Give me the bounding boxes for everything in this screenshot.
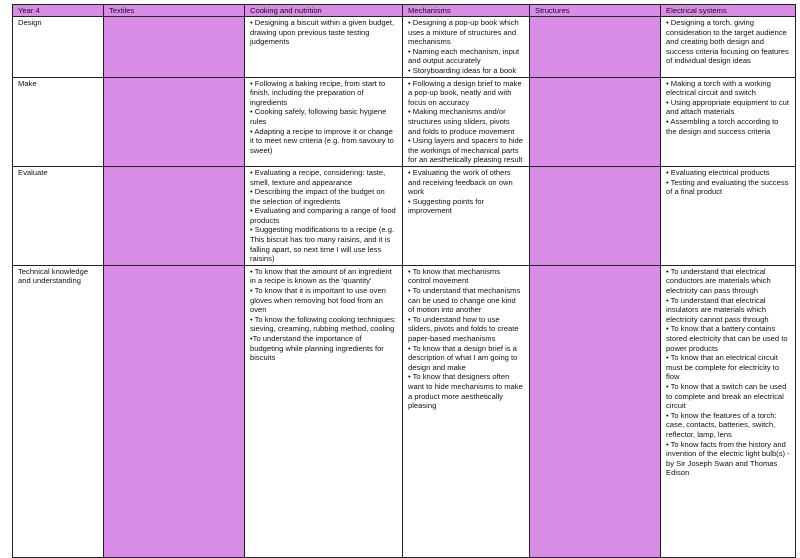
list-item: • Adapting a recipe to improve it or change it to meet new criteria (e.g. from savoury to sweet)	[250, 126, 394, 155]
mechanisms-cell	[403, 77, 530, 166]
header-structures: Structures	[530, 5, 661, 17]
list-item: • To know that the amount of an ingredient in a recipe is known as the ‘quantity’	[250, 266, 392, 286]
list-item: • Designing a biscuit within a given budget, drawing upon previous taste testing judgements	[250, 18, 395, 47]
row-label: Evaluate	[13, 166, 104, 265]
list-item: • Evaluating electrical products	[666, 167, 770, 177]
list-item: • To know the features of a torch: case, contacts, batteries, switch, reflector, lamp, lens	[666, 410, 777, 439]
list-item: • Suggesting points for improvement	[408, 196, 485, 216]
top-margin	[0, 0, 800, 3]
list-item: • To know the following cooking techniques: sieving, creaming, rubbing method, cooling	[250, 314, 397, 334]
electrical-cell	[661, 265, 796, 557]
table-row-technical-knowledge	[13, 265, 796, 557]
list-item: • Following a baking recipe, from start to finish, including the preparation of ingredients	[250, 78, 386, 107]
curriculum-table	[12, 4, 796, 558]
list-item: • Making mechanisms and/or structures using sliders, pivots and folds to produce movement	[408, 107, 515, 136]
list-item: • Naming each mechanism, input and output accurately	[408, 46, 520, 66]
row-label: Make	[13, 77, 104, 166]
textiles-cell	[104, 166, 245, 265]
header-year: Year 4	[13, 5, 104, 17]
list-item: • Evaluating a recipe, considering: taste, smell, texture and appearance	[250, 167, 386, 187]
list-item: • Describing the impact of the budget on the selection of ingredients	[250, 187, 385, 206]
electrical-cell	[661, 77, 796, 166]
textiles-cell	[104, 17, 245, 78]
structures-cell	[530, 17, 661, 78]
mechanisms-cell	[403, 17, 530, 78]
list-item: • To know that a battery contains stored electricity that can be used to power products	[666, 324, 788, 353]
list-item: • Designing a pop-up book which uses a mixture of structures and mechanisms	[408, 18, 519, 47]
textiles-cell	[104, 77, 245, 166]
textiles-cell	[104, 265, 245, 557]
cooking-cell	[245, 77, 403, 166]
list-item: • To know facts from the history and invention of the electric light bulb(s) - by Sir Joseph Swan and Thomas Edison	[666, 439, 790, 478]
list-item: • To know that an electrical circuit must be complete for electricity to flow	[666, 353, 780, 382]
table-row-make	[13, 77, 796, 166]
list-item: • Designing a torch, giving consideration to the target audience and creating both design and success criteria focusing on features of individual design ideas	[666, 18, 789, 66]
list-item: • Storyboarding ideas for a book	[408, 65, 517, 75]
table-row-evaluate	[13, 166, 796, 265]
list-item: • Evaluating and comparing a range of food products	[250, 206, 396, 225]
list-item: • To understand that electrical conductors are materials which electricity can pass through	[666, 266, 771, 296]
cooking-cell	[245, 166, 403, 265]
list-item: • To know that designers often want to hide mechanisms to make a product more aesthetically pleasing	[408, 372, 523, 411]
list-item: • To understand how to use sliders, pivots and folds to create paper-based mechanisms	[408, 314, 519, 343]
list-item: • Following a design brief to make a pop-up book, neatly and with focus on accuracy	[408, 78, 522, 107]
list-item: • To know that a switch can be used to complete and break an electrical circuit	[666, 381, 787, 411]
row-label: Design	[13, 17, 104, 78]
structures-cell	[530, 77, 661, 166]
structures-cell	[530, 265, 661, 557]
mechanisms-cell	[403, 265, 530, 557]
list-item: • Evaluating the work of others and receiving feedback on own work	[408, 167, 513, 197]
list-item: • To understand that mechanisms can be used to change one kind of motion into another	[408, 286, 521, 315]
list-item: • Testing and evaluating the success of a final product	[666, 177, 789, 197]
mechanisms-cell	[403, 166, 530, 265]
header-electrical: Electrical systems	[661, 5, 796, 17]
list-item: • Using appropriate equipment to cut and attach materials	[666, 97, 789, 117]
header-row	[13, 5, 796, 17]
list-item: • To understand that electrical insulators are materials which electricity cannot pass through	[666, 295, 769, 324]
list-item: • Assembling a torch according to the design and success criteria	[666, 116, 779, 136]
list-item: • Suggesting modifications to a recipe (e.g. This biscuit has too many raisins, and it is falling apart, so next time I will use less raisins)	[250, 225, 395, 264]
cooking-cell	[245, 265, 403, 557]
structures-cell	[530, 166, 661, 265]
header-textiles: Textiles	[104, 5, 245, 17]
table-row-design	[13, 17, 796, 78]
list-item: • To know that a design brief is a description of what I am going to design and make	[408, 343, 518, 372]
header-cooking: Cooking and nutrition	[245, 5, 403, 17]
list-item: • To know that it is important to use oven gloves when removing hot food from an oven	[250, 286, 386, 315]
electrical-cell	[661, 17, 796, 78]
list-item: • Making a torch with a working electrical circuit and switch	[666, 78, 771, 98]
list-item: • Cooking safely, following basic hygiene rules	[250, 107, 387, 126]
list-item: • To know that mechanisms control movement	[408, 266, 500, 286]
electrical-cell	[661, 166, 796, 265]
list-item: •To understand the importance of budgeting while planning ingredients for biscuits	[250, 334, 384, 363]
cooking-cell	[245, 17, 403, 78]
list-item: • Using layers and spacers to hide the workings of mechanical parts for an aesthetically pleasing result	[408, 136, 523, 165]
header-mechanisms: Mechanisms	[403, 5, 530, 17]
row-label: Technical knowledge and understanding	[13, 265, 104, 557]
